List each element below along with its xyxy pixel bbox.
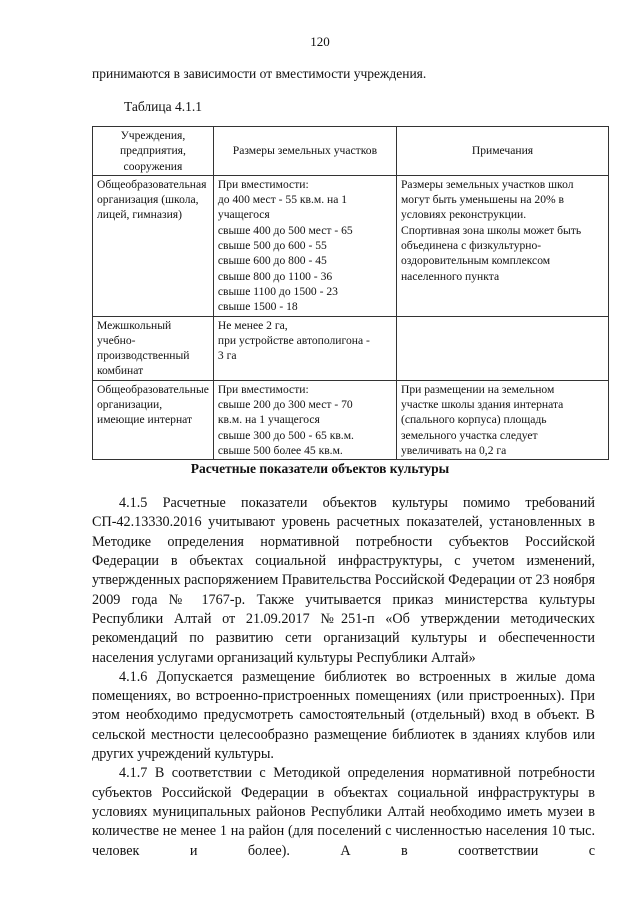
cell-land-size-line: свыше 200 до 300 мест - 70 [217, 398, 353, 412]
cell-notes [396, 175, 608, 316]
cell-facility-line: Общеобразовательная [97, 177, 207, 191]
cell-notes-line: (спального корпуса) площадь [400, 413, 547, 427]
cell-notes-line: населенного пункта [400, 269, 500, 283]
cell-facility-line: организация (школа, [97, 193, 199, 207]
section-heading: Расчетные показатели объектов культуры [190, 461, 450, 476]
cell-notes-line: Размеры земельных участков школ [400, 177, 574, 191]
cell-notes-line: оздоровительным комплексом [400, 254, 551, 268]
cell-facility [93, 316, 214, 380]
cell-land-size-line: свыше 500 более 45 кв.м. [217, 443, 343, 457]
header-notes: Примечания [396, 127, 608, 176]
header-facility-line: Учреждения, [120, 129, 186, 142]
cell-facility [93, 175, 214, 316]
header-facility-line: сооружения [123, 159, 183, 173]
cell-land-size-line: свыше 1500 - 18 [217, 300, 298, 314]
cell-land-size [213, 175, 396, 316]
cell-facility-line: комбинат [97, 364, 144, 378]
cell-facility-line: Межшкольный [97, 318, 172, 332]
cell-notes [396, 316, 608, 380]
table-row [93, 316, 609, 380]
paragraph-4-1-7: 4.1.7 В соответствии с Методикой определения нормативной потребности субъектов Российской Федерации в объектах социальной инфраструктуры в условиях муниципальных районов Республики Алтай необходимо иметь музеи в количестве не менее 1 на район (для поселений с численностью населения 10 тыс. человек и более). А в соответствии с [92, 765, 595, 859]
cell-facility-line: учебно- [97, 333, 136, 347]
cell-notes-line: земельного участка следует [400, 428, 538, 442]
cell-notes-line: Спортивная зона школы может быть [400, 223, 582, 237]
header-facility-line: предприятия, [119, 144, 186, 158]
cell-land-size-line: свыше 800 до 1100 - 36 [217, 269, 333, 283]
header-facility [93, 127, 214, 176]
cell-land-size [213, 316, 396, 380]
intro-text: принимаются в зависимости от вместимости учреждения. [92, 66, 427, 81]
cell-land-size-line: свыше 300 до 500 - 65 кв.м. [217, 428, 354, 442]
header-land-size: Размеры земельных участков [213, 127, 396, 176]
cell-land-size-line: до 400 мест - 55 кв.м. на 1 [217, 193, 348, 207]
cell-land-size-line: при устройстве автополигона - [217, 333, 370, 347]
cell-land-size-line: кв.м. на 1 учащегося [217, 413, 320, 427]
cell-land-size-line: При вместимости: [217, 382, 309, 396]
land-size-table [92, 126, 609, 460]
cell-facility-line: имеющие интернат [97, 413, 193, 427]
cell-facility-line: Общеобразовательные [97, 382, 209, 396]
cell-land-size [213, 380, 396, 459]
paragraph-4-1-5: 4.1.5 Расчетные показатели объектов культуры помимо требований СП-42.13330.2016 учитывают уровень расчетных показателей, установленных в Методике определения нормативной потребности субъектов Российской Федерации в объектах социальной инфраструктуры, с учетом изменений, утвержденных распоряжением Правительства Российской Федерации от 23 ноября 2009 года № 1767-р. Также учитывается приказ министерства культуры Республики Алтай от 21.09.2017 №251-п «Об утверждении методических рекомендаций по развитию сети организаций культуры и обеспеченности населения услугами организаций культуры Республики Алтай» [92, 495, 595, 666]
cell-notes-line: увеличивать на 0,2 га [400, 443, 507, 457]
cell-notes-line: участке школы здания интерната [400, 398, 564, 412]
cell-notes [396, 380, 608, 459]
cell-land-size-line: 3 га [217, 349, 237, 363]
cell-facility-line: организации, [97, 398, 163, 412]
table-row [93, 175, 609, 316]
body-text [92, 494, 595, 861]
cell-notes-line: При размещении на земельном [400, 382, 555, 396]
cell-facility [93, 380, 214, 459]
cell-notes-line: могут быть уменьшены на 20% в [400, 193, 565, 207]
cell-land-size-line: свыше 1100 до 1500 - 23 [217, 284, 338, 298]
cell-facility-line: производственный [97, 349, 190, 363]
cell-land-size-line: свыше 500 до 600 - 55 [217, 239, 327, 253]
page-number: 120 [310, 34, 330, 49]
cell-land-size-line: свыше 600 до 800 - 45 [217, 254, 327, 268]
cell-notes-line: условиях реконструкции. [400, 208, 527, 222]
table-caption: Таблица 4.1.1 [124, 99, 202, 114]
table-row [93, 380, 609, 459]
paragraph-4-1-6: 4.1.6 Допускается размещение библиотек во встроенных в жилые дома помещениях, во встроенно-пристроенных помещениях (или пристроенных). При этом необходимо предусмотреть самостоятельный (отдельный) вход в объект. В сельской местности целесообразно размещение библиотек в зданиях клубов или других учреждений культуры. [92, 668, 595, 763]
cell-land-size-line: учащегося [217, 208, 270, 222]
cell-notes-line: объединена с физкультурно- [400, 239, 542, 253]
cell-land-size-line: При вместимости: [217, 177, 309, 191]
cell-land-size-line: свыше 400 до 500 мест - 65 [217, 223, 353, 237]
cell-land-size-line: Не менее 2 га, [217, 318, 288, 332]
cell-facility-line: лицей, гимназия) [97, 208, 182, 222]
table-header-row [93, 127, 609, 176]
